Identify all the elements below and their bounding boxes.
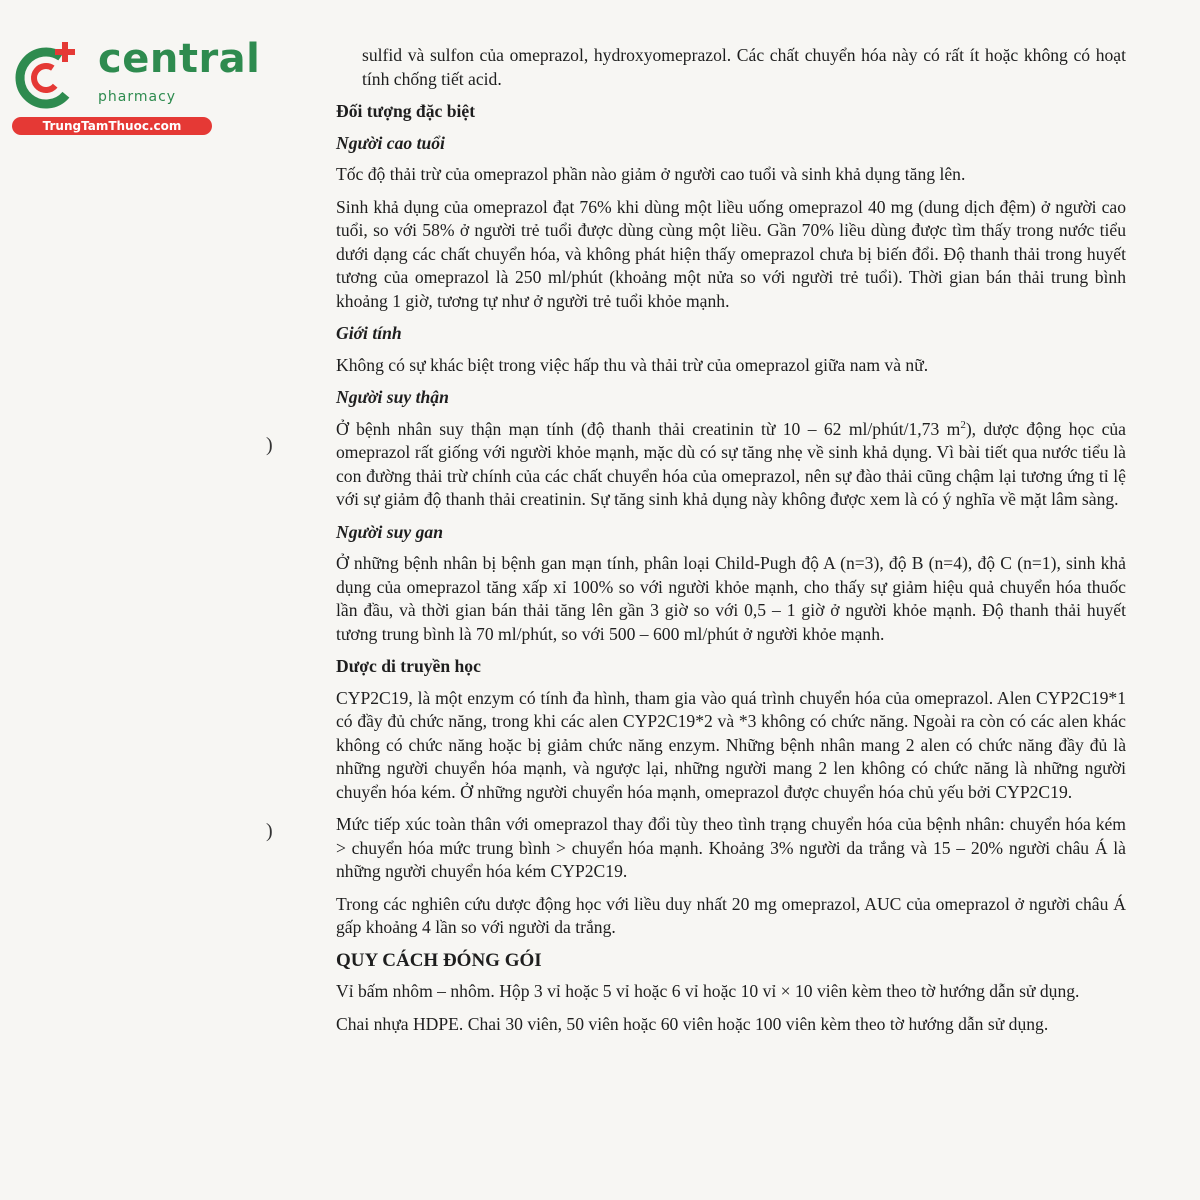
central-pharmacy-logo-icon [10, 36, 90, 116]
paragraph-intro: sulfid và sulfon của omeprazol, hydroxyomeprazol. Các chất chuyển hóa này có rất ít hoặc không có hoạt tính chống tiết acid. [362, 45, 1126, 89]
subheading-renal: Người suy thận [336, 387, 449, 407]
document-body [336, 44, 1126, 1045]
paragraph-elderly-1: Tốc độ thải trừ của omeprazol phần nào giảm ở người cao tuổi và sinh khả dụng tăng lên. [336, 164, 966, 184]
paragraph-packaging-2: Chai nhựa HDPE. Chai 30 viên, 50 viên hoặc 60 viên hoặc 100 viên kèm theo tờ hướng dẫn sử dụng. [336, 1013, 1049, 1034]
brand-logo [10, 36, 261, 136]
heading-packaging: QUY CÁCH ĐÓNG GÓI [336, 949, 542, 971]
brand-name: central [98, 36, 261, 82]
paragraph-packaging-1: Vỉ bấm nhôm – nhôm. Hộp 3 vỉ hoặc 5 vỉ hoặc 6 vỉ hoặc 10 vỉ × 10 viên kèm theo tờ hướng dẫn sử dụng. [336, 981, 1080, 1001]
paragraph-renal-part-b: ), dược động học của omeprazol rất giống với người khỏe mạnh, mặc dù có sự tăng nhẹ về sinh khả dụng. Vì bài tiết qua nước tiểu là con đường thải trừ chính của các chất chuyển hóa của omeprazol, nên sự đào thải cũng chậm lại tương ứng tỉ lệ với sự giảm độ thanh thải creatinin. Sự tăng sinh khả dụng này không được xem là có ý nghĩa về mặt lâm sàng. [336, 418, 1126, 509]
subheading-elderly: Người cao tuổi [336, 132, 445, 153]
paragraph-pharmacogenetics-1: CYP2C19, là một enzym có tính đa hình, tham gia vào quá trình chuyển hóa của omeprazol. Alen CYP2C19*1 có đầy đủ chức năng, trong khi các alen CYP2C19*2 và *3 không có chức năng. Ngoài ra còn có các alen khác không có chức năng hoặc bị giảm chức năng enzym. Những bệnh nhân mang 2 alen có chức năng đầy đủ là những người chuyển hóa mạnh, và ngược lại, những người mang 2 len không có chức năng là những người chuyển hóa kém. Ở những người chuyển hóa mạnh, omeprazol được chuyển hóa chủ yếu bởi CYP2C19. [336, 687, 1126, 802]
superscript-squared: 2 [960, 418, 966, 431]
paragraph-pharmacogenetics-3: Trong các nghiên cứu dược động học với liều duy nhất 20 mg omeprazol, AUC của omeprazol ở người châu Á gấp khoảng 4 lần so với người da trắng. [336, 893, 1126, 937]
paragraph-renal-part-a: Ở bệnh nhân suy thận mạn tính (độ thanh thải creatinin từ 10 – 62 ml/phút/1,73 m [336, 418, 961, 439]
margin-mark: ) [266, 434, 273, 456]
paragraph-elderly-2: Sinh khả dụng của omeprazol đạt 76% khi dùng một liều uống omeprazol 40 mg (dung dịch đệm) ở người cao tuổi, so với 58% ở người trẻ tuổi được dùng cùng một liều. Gần 70% liều dùng được tìm thấy trong nước tiểu dưới dạng các chất chuyển hóa, và không phát hiện thấy omeprazol chưa bị biến đổi. Độ thanh thải trong huyết tương của omeprazol là 250 ml/phút (khoảng một nửa so với người trẻ tuổi). Thời gian bán thải trung bình khoảng 1 giờ, tương tự như ở người trẻ tuổi khỏe mạnh. [336, 196, 1126, 311]
subheading-gender: Giới tính [336, 323, 402, 343]
brand-url-badge: TrungTamThuoc.com [12, 117, 212, 135]
paragraph-gender: Không có sự khác biệt trong việc hấp thu và thải trừ của omeprazol giữa nam và nữ. [336, 354, 929, 375]
paragraph-liver: Ở những bệnh nhân bị bệnh gan mạn tính, phân loại Child-Pugh độ A (n=3), độ B (n=4), độ C (n=1), sinh khả dụng của omeprazol tăng xấp xỉ 100% so với người khỏe mạnh, cho thấy sự giảm hiệu quả chuyển hóa thuốc lần đầu, và thời gian bán thải tăng lên gần 3 giờ so với 0,5 – 1 giờ ở người khỏe mạnh. Độ thanh thải huyết tương trung bình là 70 ml/phút, so với 500 – 600 ml/phút ở người khỏe mạnh. [336, 553, 1126, 644]
paragraph-renal [336, 418, 1126, 512]
margin-mark: ) [266, 820, 273, 842]
heading-special-populations: Đối tượng đặc biệt [336, 101, 476, 121]
paragraph-pharmacogenetics-2: Mức tiếp xúc toàn thân với omeprazol thay đổi tùy theo tình trạng chuyển hóa của bệnh nhân: chuyển hóa kém > chuyển hóa mức trung bình > chuyển hóa mạnh. Khoảng 3% người da trắng và 15 – 20% người châu Á là những người chuyển hóa kém CYP2C19. [336, 814, 1126, 881]
heading-pharmacogenetics: Dược di truyền học [336, 656, 481, 676]
subheading-liver: Người suy gan [336, 521, 443, 542]
brand-subtitle: pharmacy [98, 89, 177, 105]
